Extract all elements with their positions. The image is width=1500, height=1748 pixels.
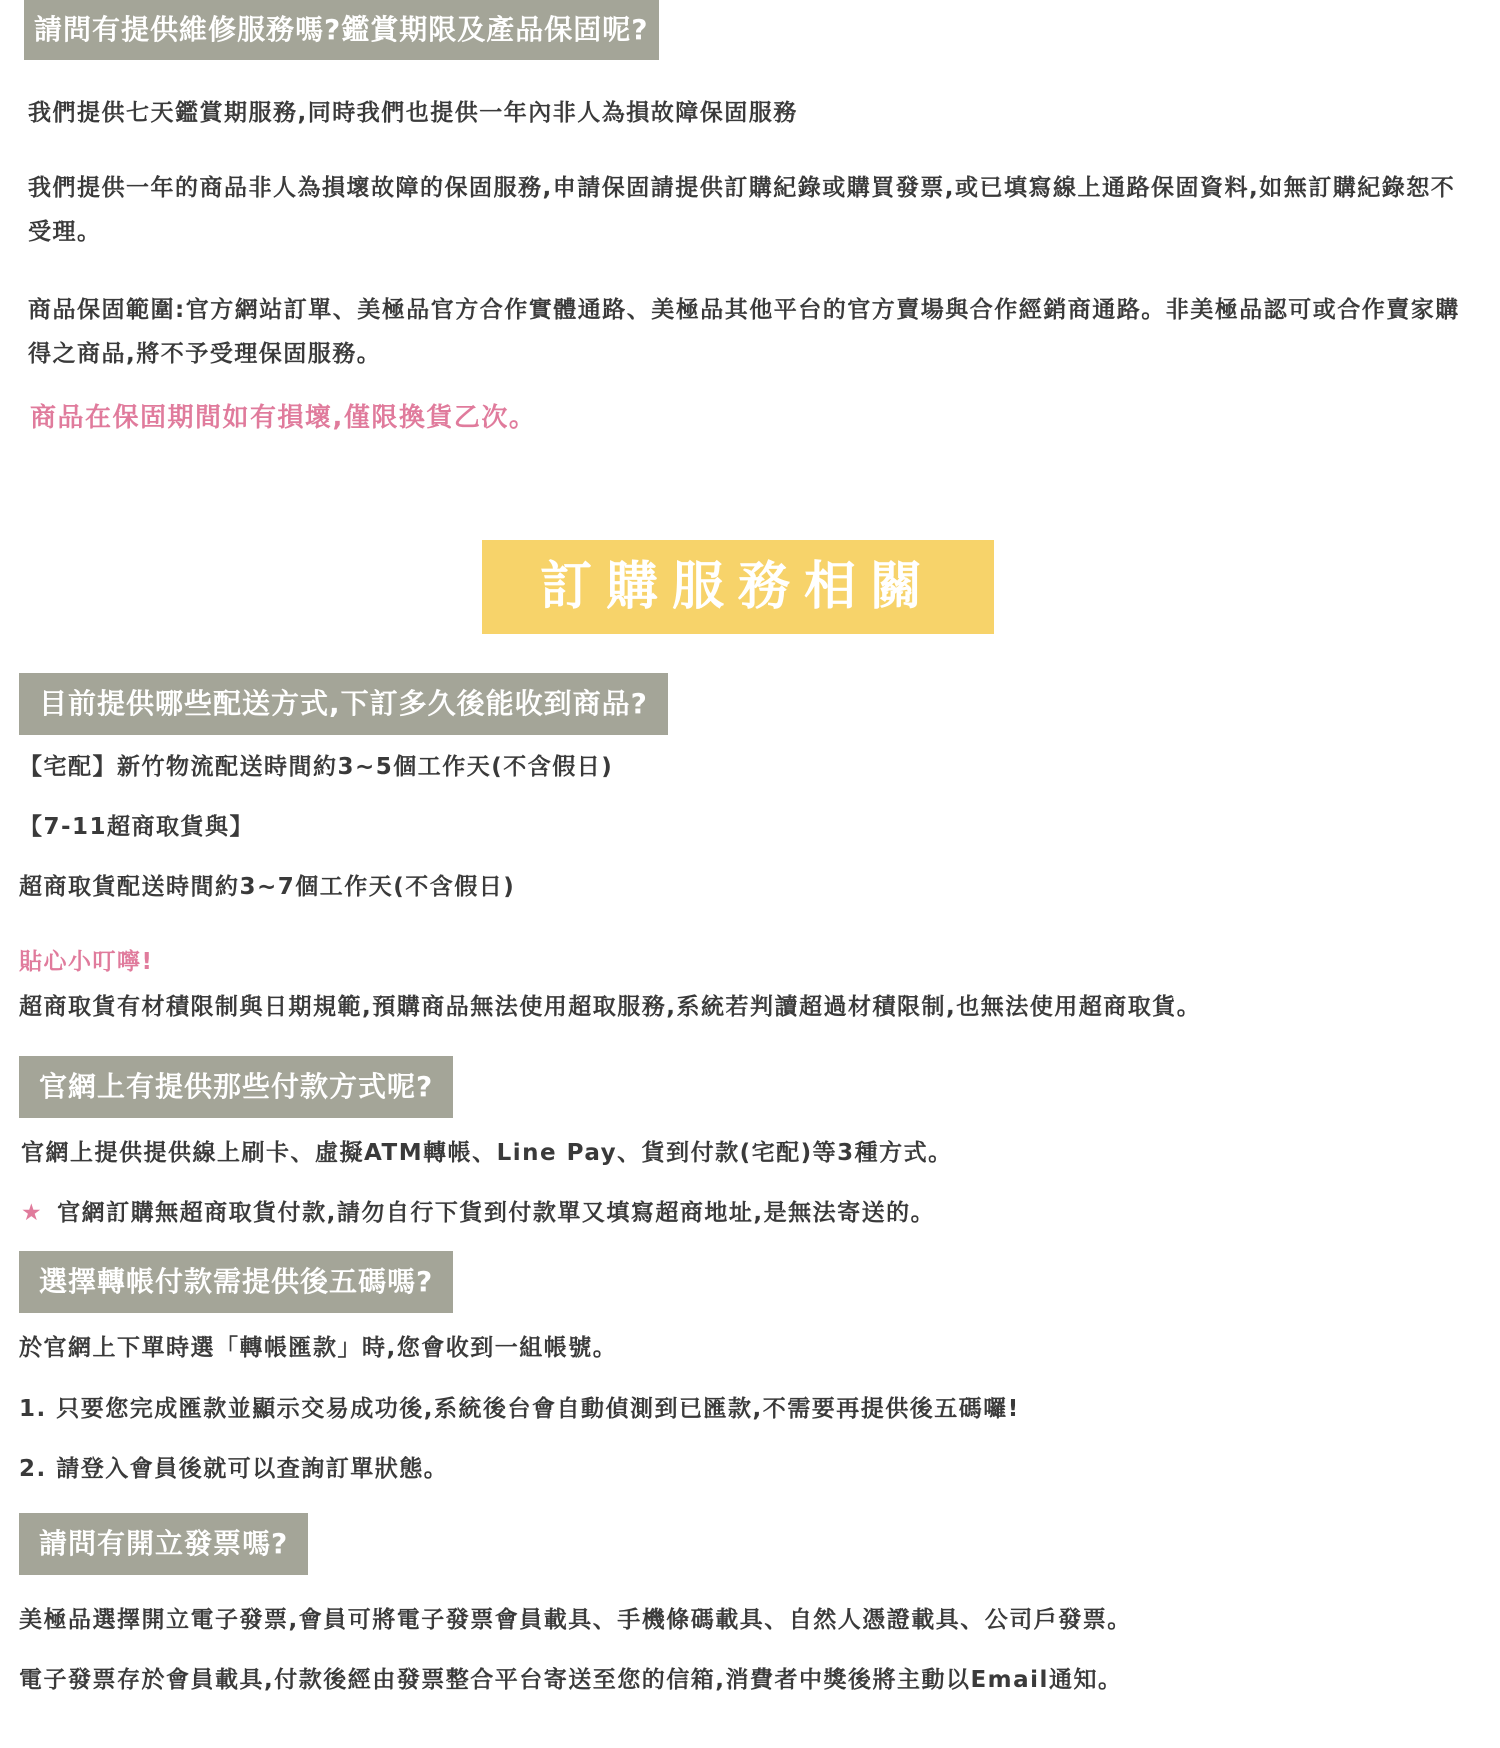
- warranty-paragraph-3: 商品保固範圍:官方網站訂單、美極品官方合作實體通路、美極品其他平台的官方賣場與合作經銷商通路。非美極品認可或合作賣家購得之商品,將不予受理保固服務。: [28, 297, 1460, 367]
- shipping-tip-text: 超商取貨有材積限制與日期規範,預購商品無法使用超取服務,系統若判讀超過材積限制,也無法使用超商取貨。: [19, 994, 1202, 1020]
- shipping-home-delivery: 【宅配】新竹物流配送時間約3~5個工作天(不含假日): [19, 754, 614, 780]
- shipping-tip-label: 貼心小叮嚀!: [19, 949, 154, 975]
- transfer-heading: 選擇轉帳付款需提供後五碼嗎?: [19, 1251, 453, 1313]
- shipping-711-time: 超商取貨配送時間約3~7個工作天(不含假日): [19, 874, 516, 900]
- order-service-banner: 訂購服務相關: [482, 540, 994, 634]
- payment-warning: [21, 1196, 935, 1230]
- payment-warning-text: 官網訂購無超商取貨付款,請勿自行下貨到付款單又填寫超商地址,是無法寄送的。: [57, 1200, 936, 1226]
- invoice-line-2: 電子發票存於會員載具,付款後經由發票整合平台寄送至您的信箱,消費者中獎後將主動以Email通知。: [19, 1667, 1123, 1693]
- invoice-heading: 請問有開立發票嗎?: [19, 1513, 308, 1575]
- transfer-line-3: 2. 請登入會員後就可以查詢訂單狀態。: [19, 1456, 449, 1482]
- payment-methods: 官網上提供提供線上刷卡、虛擬ATM轉帳、Line Pay、貨到付款(宅配)等3種方式。: [21, 1140, 953, 1166]
- payment-heading: 官網上有提供那些付款方式呢?: [19, 1056, 453, 1118]
- warranty-paragraph-1: 我們提供七天鑑賞期服務,同時我們也提供一年內非人為損故障保固服務: [28, 100, 798, 126]
- shipping-heading: 目前提供哪些配送方式,下訂多久後能收到商品?: [19, 673, 668, 735]
- star-icon: ★: [21, 1200, 44, 1226]
- warranty-heading: 請問有提供維修服務嗎?鑑賞期限及產品保固呢?: [24, 0, 659, 60]
- invoice-line-1: 美極品選擇開立電子發票,會員可將電子發票會員載具、手機條碼載具、自然人憑證載具、公司戶發票。: [19, 1607, 1132, 1633]
- warranty-paragraph-2: 我們提供一年的商品非人為損壞故障的保固服務,申請保固請提供訂購紀錄或購買發票,或已填寫線上通路保固資料,如無訂購紀錄恕不受理。: [28, 175, 1456, 245]
- warranty-note: 商品在保固期間如有損壞,僅限換貨乙次。: [30, 403, 537, 433]
- shipping-711-label: 【7-11超商取貨與】: [19, 814, 255, 840]
- transfer-line-1: 於官網上下單時選「轉帳匯款」時,您會收到一組帳號。: [19, 1335, 618, 1361]
- transfer-line-2: 1. 只要您完成匯款並顯示交易成功後,系統後台會自動偵測到已匯款,不需要再提供後五碼囉!: [19, 1396, 1020, 1422]
